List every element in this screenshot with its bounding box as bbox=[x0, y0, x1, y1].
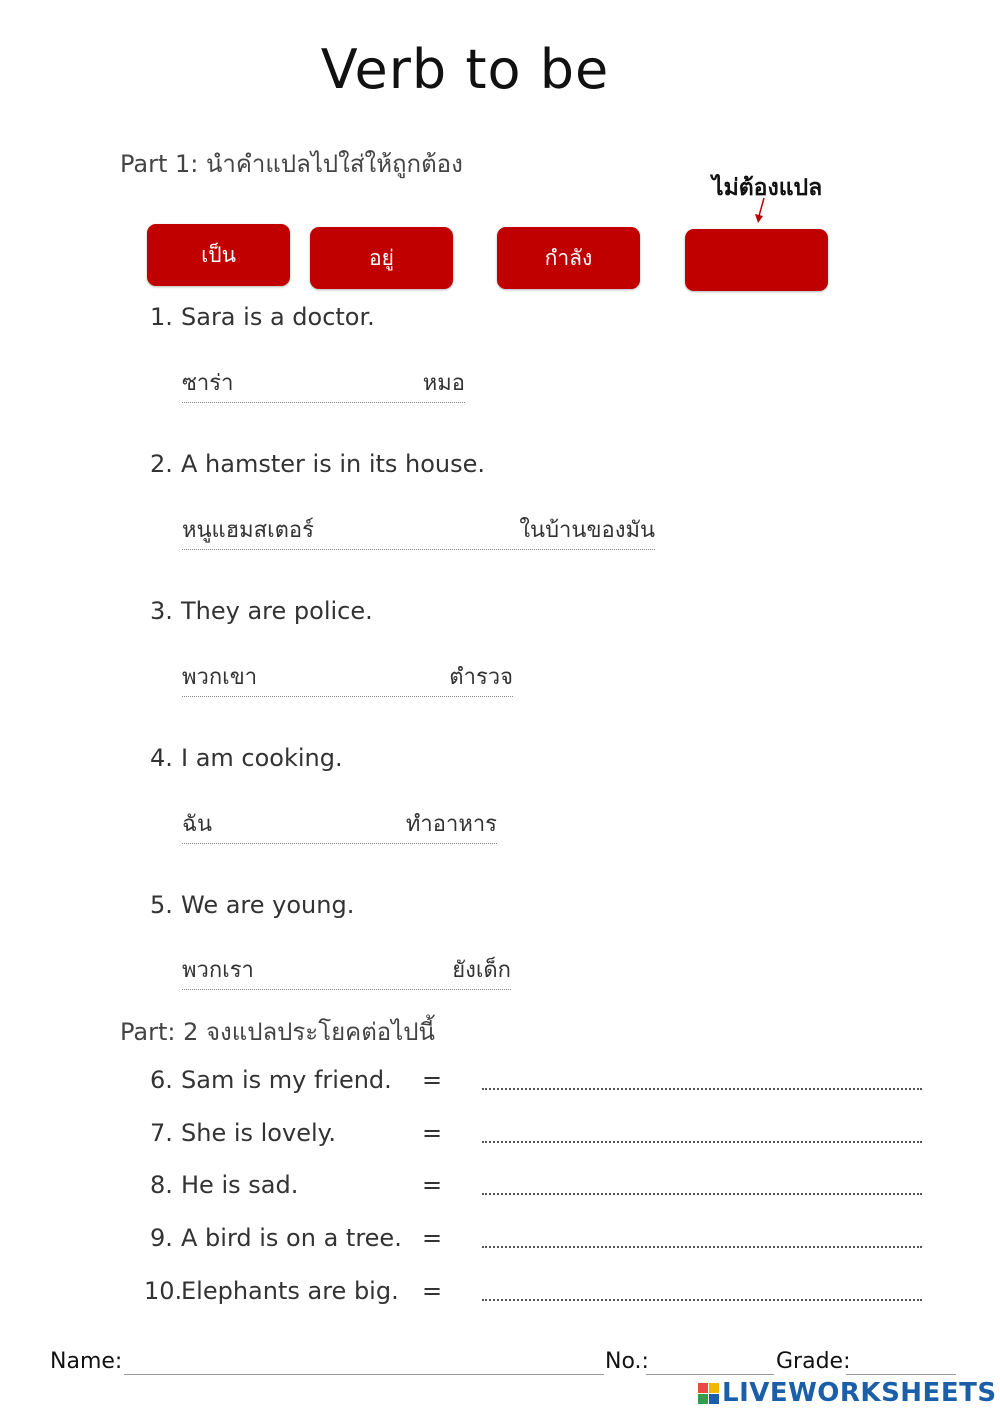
question-number: 5. bbox=[150, 891, 173, 919]
question-text: He is sad. bbox=[181, 1171, 299, 1199]
answer-line-1[interactable] bbox=[182, 372, 465, 403]
question-1 bbox=[150, 303, 375, 331]
answer-left: พวกเขา bbox=[182, 665, 258, 690]
answer-blank-8[interactable] bbox=[482, 1189, 922, 1195]
answer-left: พวกเรา bbox=[182, 958, 254, 983]
question-number: 6. bbox=[150, 1066, 173, 1094]
answer-blank-6[interactable] bbox=[482, 1084, 922, 1090]
worksheet-title: Verb to be bbox=[320, 38, 610, 101]
answer-blank-7[interactable] bbox=[482, 1137, 922, 1143]
question-number: 10. bbox=[144, 1277, 183, 1305]
question-5 bbox=[150, 891, 354, 919]
question-text: I am cooking. bbox=[181, 744, 343, 772]
question-number: 9. bbox=[150, 1224, 173, 1252]
equals-sign: = bbox=[422, 1277, 443, 1305]
logo-text: LIVEWORKSHEETS bbox=[722, 1378, 997, 1408]
question-number: 3. bbox=[150, 597, 173, 625]
question-4 bbox=[150, 744, 343, 772]
question-text: Elephants are big. bbox=[181, 1277, 399, 1305]
question-text: A bird is on a tree. bbox=[181, 1224, 402, 1252]
answer-blank-9[interactable] bbox=[482, 1242, 922, 1248]
answer-right: ตำรวจ bbox=[449, 665, 513, 690]
answer-line-3[interactable] bbox=[182, 666, 513, 697]
note-arrow-icon bbox=[748, 196, 772, 226]
chip-kamlang[interactable]: กำลัง bbox=[497, 227, 640, 289]
chip-pen[interactable]: เป็น bbox=[147, 224, 290, 286]
question-text: Sara is a doctor. bbox=[181, 303, 375, 331]
answer-left: หนูแฮมสเตอร์ bbox=[182, 518, 314, 543]
answer-line-5[interactable] bbox=[182, 959, 511, 990]
chip-blank[interactable] bbox=[685, 229, 828, 291]
question-text: Sam is my friend. bbox=[181, 1066, 392, 1094]
answer-blank-10[interactable] bbox=[482, 1295, 922, 1301]
equals-sign: = bbox=[422, 1119, 443, 1147]
question-number: 7. bbox=[150, 1119, 173, 1147]
question-text: We are young. bbox=[181, 891, 355, 919]
question-6 bbox=[150, 1066, 392, 1094]
question-7 bbox=[150, 1119, 336, 1147]
question-number: 8. bbox=[150, 1171, 173, 1199]
equals-sign: = bbox=[422, 1171, 443, 1199]
answer-line-2[interactable] bbox=[182, 519, 655, 550]
grade-label: Grade: bbox=[776, 1349, 851, 1374]
question-10 bbox=[144, 1277, 399, 1305]
name-label: Name: bbox=[50, 1349, 123, 1374]
logo-grid-icon bbox=[698, 1383, 719, 1404]
answer-left: ฉัน bbox=[182, 812, 213, 837]
part1-heading: Part 1: นำคำแปลไปใส่ให้ถูกต้อง bbox=[120, 150, 463, 178]
question-number: 1. bbox=[150, 303, 173, 331]
answer-line-4[interactable] bbox=[182, 813, 497, 844]
question-3 bbox=[150, 597, 373, 625]
question-number: 4. bbox=[150, 744, 173, 772]
answer-right: หมอ bbox=[422, 371, 465, 396]
no-field[interactable] bbox=[646, 1372, 774, 1375]
answer-right: ในบ้านของมัน bbox=[519, 518, 655, 543]
question-text: They are police. bbox=[181, 597, 373, 625]
part2-heading: Part: 2 จงแปลประโยคต่อไปนี้ bbox=[120, 1018, 435, 1046]
no-translate-note: ไม่ต้องแปล bbox=[712, 175, 823, 201]
answer-left: ซาร่า bbox=[182, 371, 234, 396]
question-8 bbox=[150, 1171, 298, 1199]
equals-sign: = bbox=[422, 1066, 443, 1094]
question-number: 2. bbox=[150, 450, 173, 478]
question-text: She is lovely. bbox=[181, 1119, 337, 1147]
chip-yu[interactable]: อยู่ bbox=[310, 227, 453, 289]
name-field[interactable] bbox=[124, 1372, 604, 1375]
no-label: No.: bbox=[605, 1349, 649, 1374]
question-text: A hamster is in its house. bbox=[181, 450, 486, 478]
answer-right: ยังเด็ก bbox=[452, 958, 511, 983]
question-9 bbox=[150, 1224, 402, 1252]
grade-field[interactable] bbox=[846, 1372, 956, 1375]
answer-right: ทำอาหาร bbox=[405, 812, 497, 837]
equals-sign: = bbox=[422, 1224, 443, 1252]
question-2 bbox=[150, 450, 485, 478]
liveworksheets-logo bbox=[698, 1378, 997, 1408]
